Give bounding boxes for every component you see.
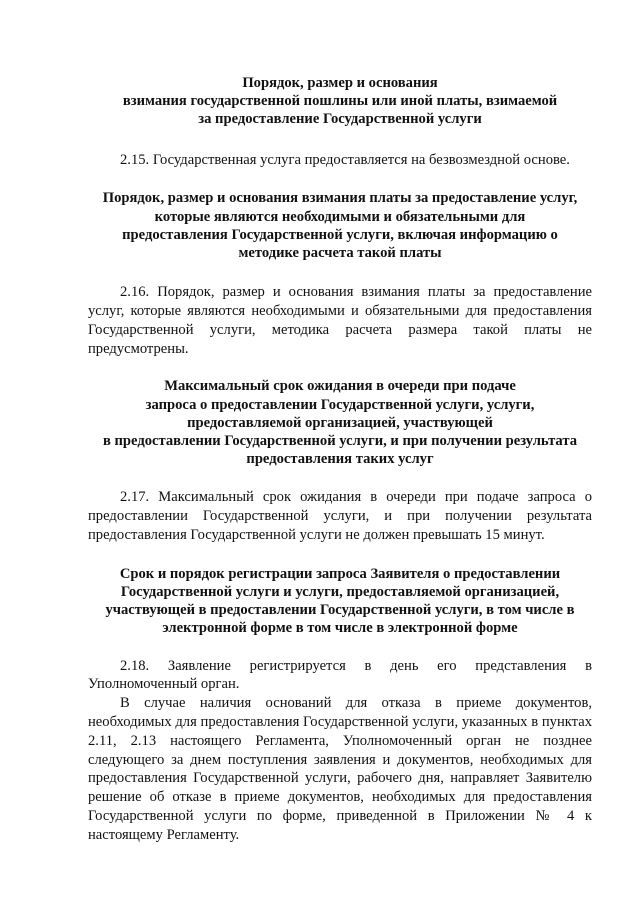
paragraph-2-17: 2.17. Максимальный срок ожидания в очереди при подаче запроса о предоставлении Государственной услуги, и при получении результата предоставления Государственной услуги не должен превышать 15 минут. xyxy=(88,489,592,544)
heading-line: взимания государственной пошлины или иной платы, взимаемой xyxy=(122,93,558,110)
heading-line: участвующей в предоставлении Государственной услуги, в том числе в xyxy=(105,602,575,619)
heading-line: запроса о предоставлении Государственной услуги, услуги, xyxy=(145,396,535,413)
document-page xyxy=(88,74,592,845)
heading-line: которые являются необходимыми и обязательными для xyxy=(154,208,526,225)
paragraph-2-15: 2.15. Государственная услуга предоставляется на безвозмездной основе. xyxy=(120,151,570,168)
paragraph-2-18: 2.18. Заявление регистрируется в день его представления в Уполномоченный орган. xyxy=(88,657,592,693)
heading-line: предоставления таких услуг xyxy=(246,451,434,468)
heading-line: Срок и порядок регистрации запроса Заявителя о предоставлении xyxy=(119,565,561,582)
heading-line: в предоставлении Государственной услуги, и при получении результата xyxy=(102,433,577,450)
heading-line: предоставляемой организацией, участвующей xyxy=(187,414,493,431)
section-heading-fee xyxy=(88,74,592,129)
section-heading-queue xyxy=(88,377,592,468)
heading-line: Порядок, размер и основания xyxy=(242,75,438,91)
heading-line: Максимальный срок ожидания в очереди при подаче xyxy=(164,378,516,395)
heading-line: Государственной услуги и услуги, предоставляемой организацией, xyxy=(120,584,560,601)
paragraph-2-16: 2.16. Порядок, размер и основания взимания платы за предоставление услуг, которые являются необходимыми и обязательными для предоставления Государственной услуги, методика расчета размера такой платы не предусмотрены. xyxy=(88,284,592,357)
heading-line: методике расчета такой платы xyxy=(238,245,442,262)
heading-line: предоставления Государственной услуги, включая информацию о xyxy=(122,226,558,243)
section-heading-payment xyxy=(88,189,592,262)
heading-line: Порядок, размер и основания взимания платы за предоставление услуг, xyxy=(102,190,578,207)
section-heading-registration xyxy=(88,565,592,638)
paragraph-refusal: В случае наличия оснований для отказа в приеме документов, необходимых для предоставления Государственной услуги, указанных в пунктах 2.11, 2.13 настоящего Регламента, Уполномоченный орган не позднее следующего за днем поступления заявления и документов, необходимых для предоставления Государственной услуги, рабочего дня, направляет Заявителю решение об отказе в приеме документов, необходимых для предоставления Государственной услуги по форме, приведенной в Приложении № 4 к настоящему Регламенту. xyxy=(88,695,592,843)
heading-line: электронной форме в том числе в электронной форме xyxy=(162,620,518,637)
heading-line: за предоставление Государственной услуги xyxy=(198,111,482,128)
